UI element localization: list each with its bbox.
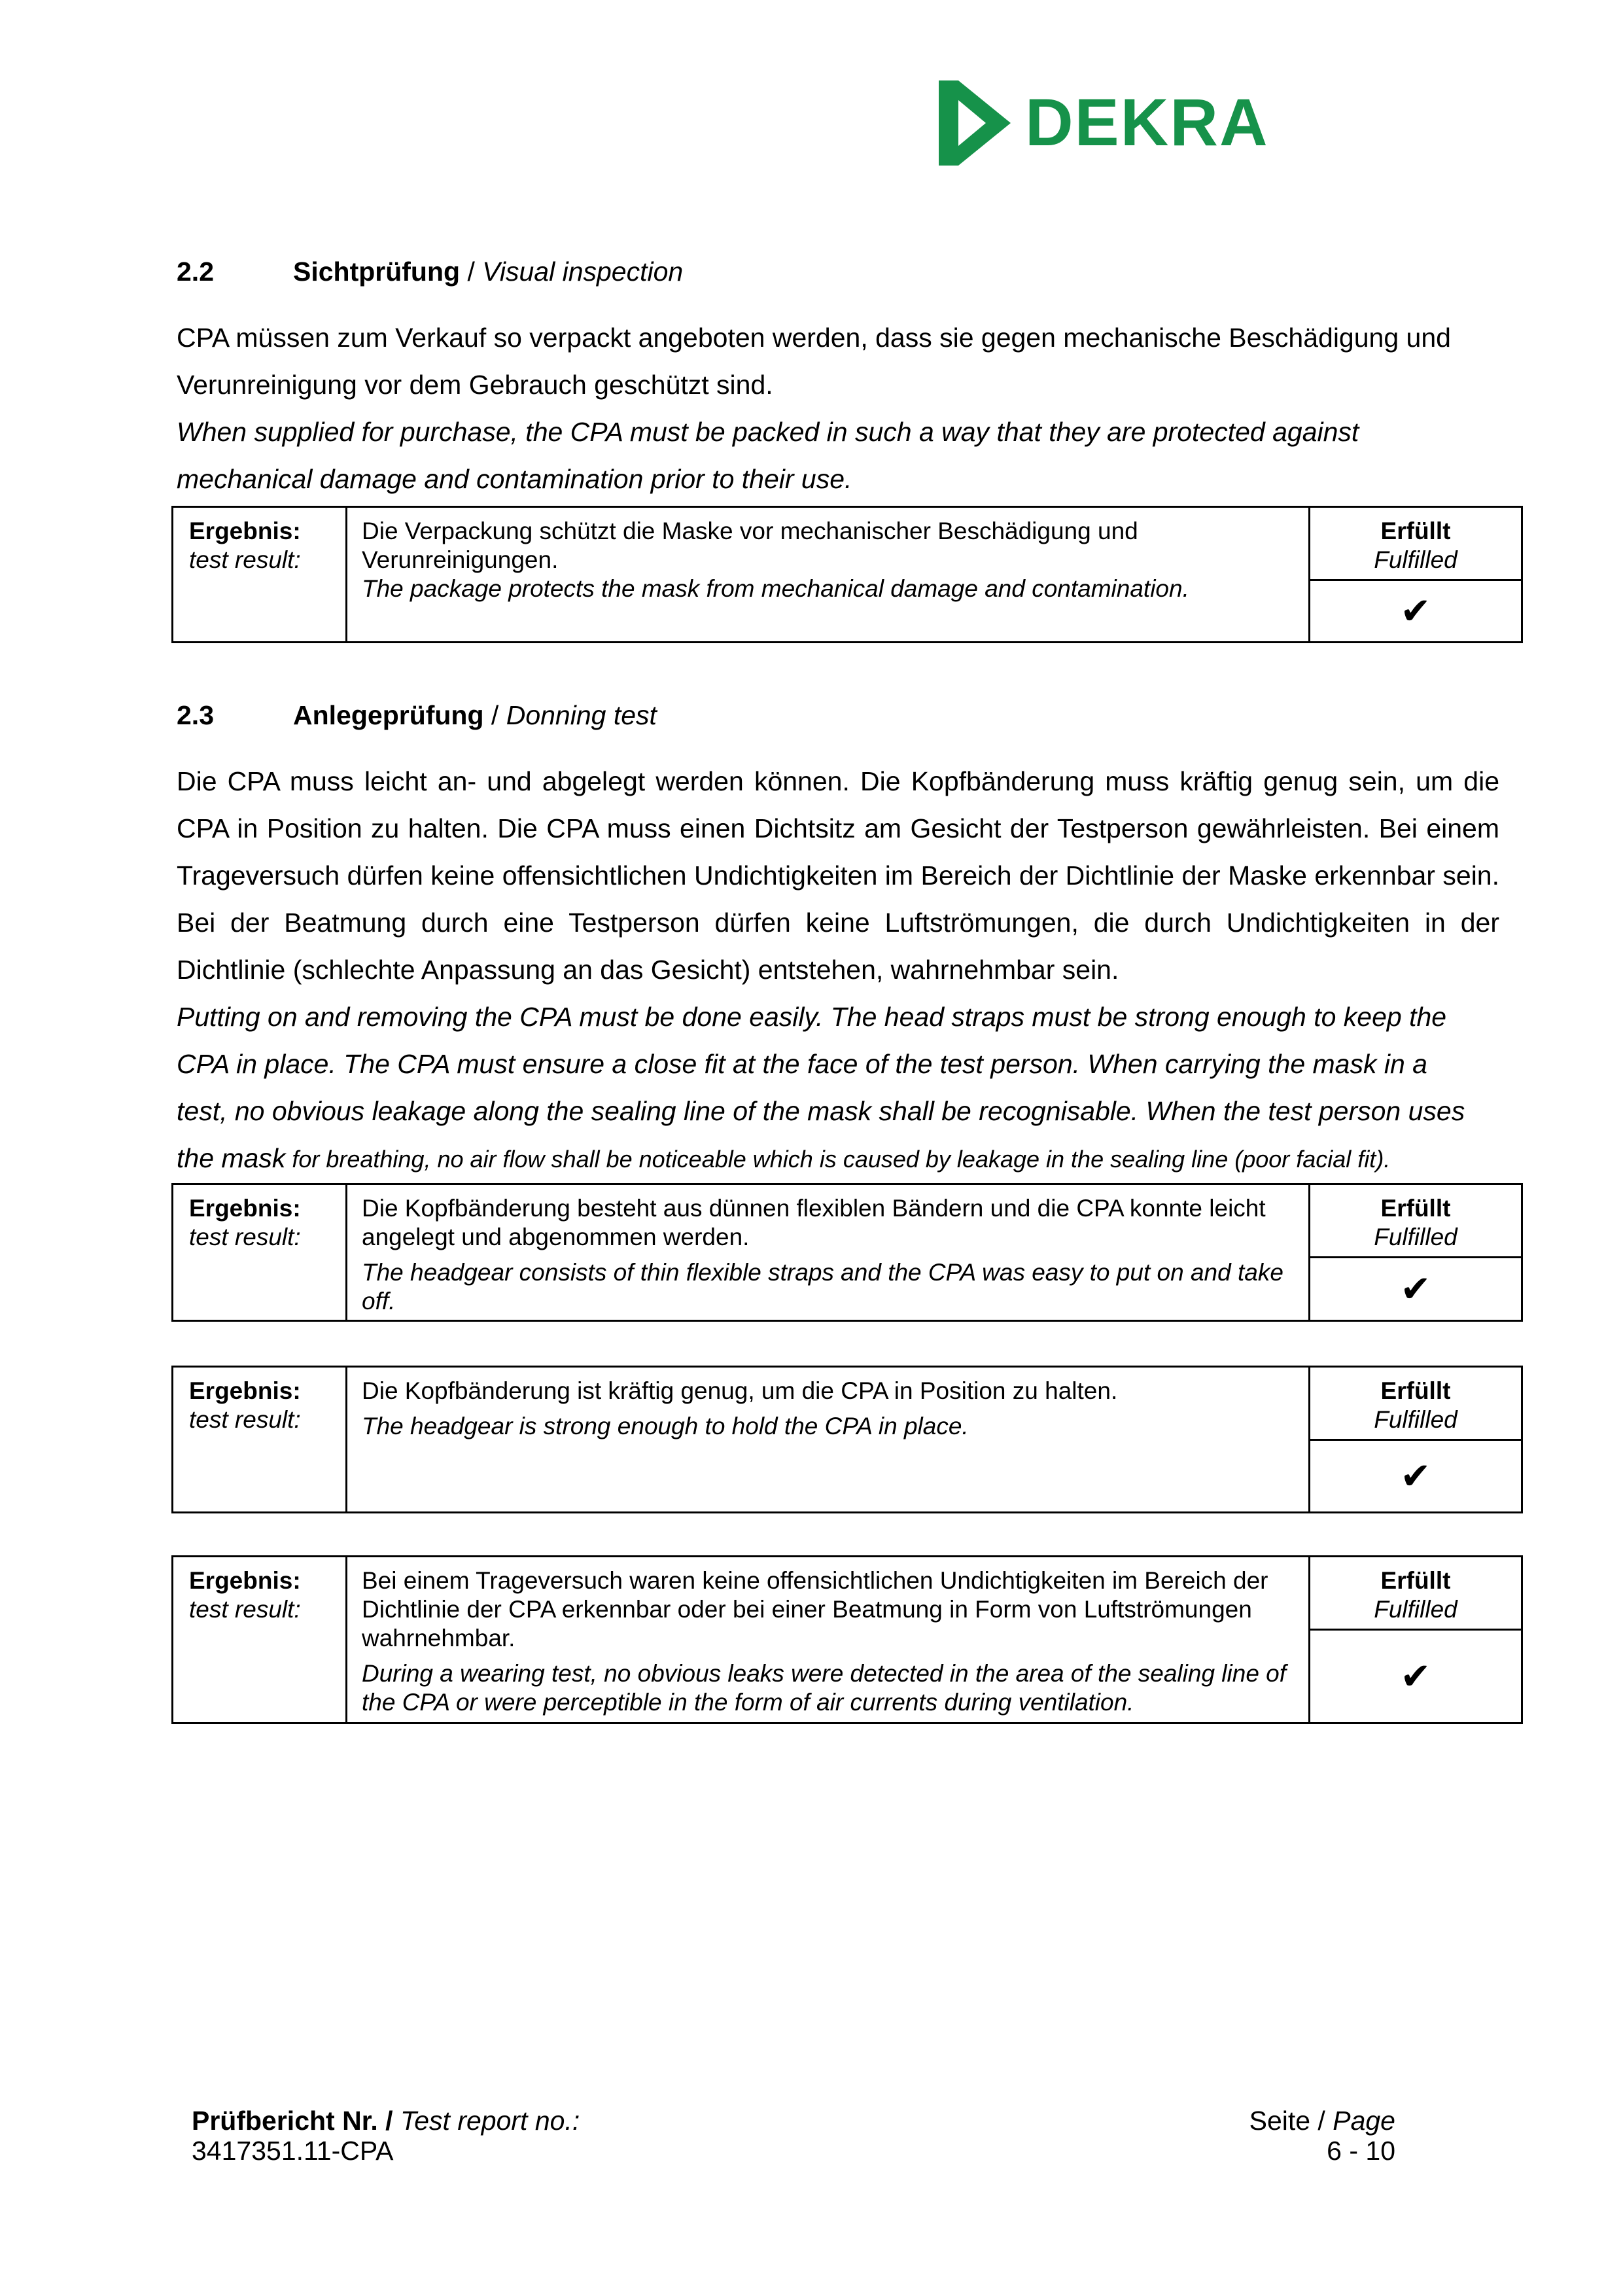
section-2-3-body [177,758,1499,993]
result-text [347,1368,1310,1511]
result-status-cell [1310,1368,1521,1511]
report-label: Prüfbericht Nr. / Test report no.: [192,2106,580,2136]
dekra-logo-mark-icon [932,77,1024,169]
result-status: Erfüllt Fulfilled [1310,1557,1521,1631]
section-title: Anlegeprüfung / Donning test [293,700,657,730]
result-text-de: Die Verpackung schützt die Maske vor mechanischer Beschädigung und Verunreinigungen. [362,518,1138,573]
result-status: Erfüllt Fulfilled [1310,508,1521,581]
body-line: Trageversuch dürfen keine offensichtlichen Undichtigkeiten im Bereich der Dichtlinie der Maske erkennbar sein. [177,860,1499,891]
result-text-en: During a wearing test, no obvious leaks were detected in the area of the sealing line of the CPA or were perceptible in the form of air currents during ventilation. [362,1660,1287,1716]
result-status: Erfüllt Fulfilled [1310,1368,1521,1441]
test-result-box [171,1366,1523,1513]
section-number: 2.3 [177,700,214,730]
dekra-logo-text: DEKRA [1025,85,1269,160]
body-line: mechanical damage and contamination prior to their use. [177,464,852,494]
test-result-box [171,1183,1523,1322]
test-result-box [171,1555,1523,1724]
test-result-box [171,506,1523,643]
result-text-de: Die Kopfbänderung besteht aus dünnen flexiblen Bändern und die CPA konnte leicht angelegt und abgenommen werden. [362,1195,1266,1250]
checkmark-icon: ✔ [1400,1455,1431,1498]
result-text-en: The headgear is strong enough to hold the CPA in place. [362,1413,969,1439]
body-line: Verunreinigung vor dem Gebrauch geschützt sind. [177,370,773,400]
body-line: Bei der Beatmung durch eine Testperson dürfen keine Luftströmungen, die durch Undichtigkeiten in der [177,908,1499,938]
result-text-en: The headgear consists of thin flexible straps and the CPA was easy to put on and take off. [362,1259,1283,1315]
result-text [347,1185,1310,1320]
checkmark-icon: ✔ [1400,1267,1431,1311]
result-label: Ergebnis: test result: [173,1368,347,1511]
section-number: 2.2 [177,256,214,287]
section-2-3-body-en [177,993,1508,1183]
page-value: 6 - 10 [1327,2136,1395,2166]
dekra-logo [932,77,1269,169]
result-text [347,1557,1310,1722]
result-text-en: The package protects the mask from mechanical damage and contamination. [362,575,1189,602]
checkmark-icon: ✔ [1400,590,1431,633]
body-line: test, no obvious leakage along the sealing line of the mask shall be recognisable. When the test person uses [177,1096,1465,1126]
result-label: Ergebnis: test result: [173,1185,347,1320]
report-number: 3417351.11-CPA [192,2136,394,2166]
body-line: the mask for breathing, no air flow shall be noticeable which is caused by leakage in the sealing line (poor facial fit). [177,1143,1391,1173]
result-text-de: Bei einem Trageversuch waren keine offensichtlichen Undichtigkeiten im Bereich der Dichtlinie der CPA erkennbar oder bei einer Beatmung in Form von Luftströmungen wahrnehmbar. [362,1567,1268,1651]
result-status-cell [1310,1185,1521,1320]
body-line: CPA in place. The CPA must ensure a close fit at the face of the test person. When carrying the mask in a [177,1049,1427,1079]
body-line: CPA in Position zu halten. Die CPA muss einen Dichtsitz am Gesicht der Testperson gewährleisten. Bei einem [177,813,1499,843]
body-line: Dichtlinie (schlechte Anpassung an das Gesicht) entstehen, wahrnehmbar sein. [177,955,1119,985]
result-text [347,508,1310,641]
result-status-cell [1310,508,1521,641]
checkmark-icon: ✔ [1400,1655,1431,1698]
page-label: Seite / Page [1249,2106,1395,2136]
result-label: Ergebnis: test result: [173,1557,347,1722]
result-label: Ergebnis: test result: [173,508,347,641]
result-status-cell [1310,1557,1521,1722]
footer-page-number [1238,2106,1395,2166]
body-line: Putting on and removing the CPA must be done easily. The head straps must be strong enough to keep the [177,1002,1447,1032]
footer-report-number [192,2106,580,2166]
section-2-2-body [177,314,1508,503]
body-line: Die CPA muss leicht an- und abgelegt werden können. Die Kopfbänderung muss kräftig genug sein, um die [177,766,1499,796]
result-text-de: Die Kopfbänderung ist kräftig genug, um die CPA in Position zu halten. [362,1377,1118,1404]
section-title: Sichtprüfung / Visual inspection [293,256,684,287]
body-line: CPA müssen zum Verkauf so verpackt angeboten werden, dass sie gegen mechanische Beschädigung und [177,323,1451,353]
body-line: When supplied for purchase, the CPA must be packed in such a way that they are protected against [177,417,1359,447]
result-status: Erfüllt Fulfilled [1310,1185,1521,1258]
